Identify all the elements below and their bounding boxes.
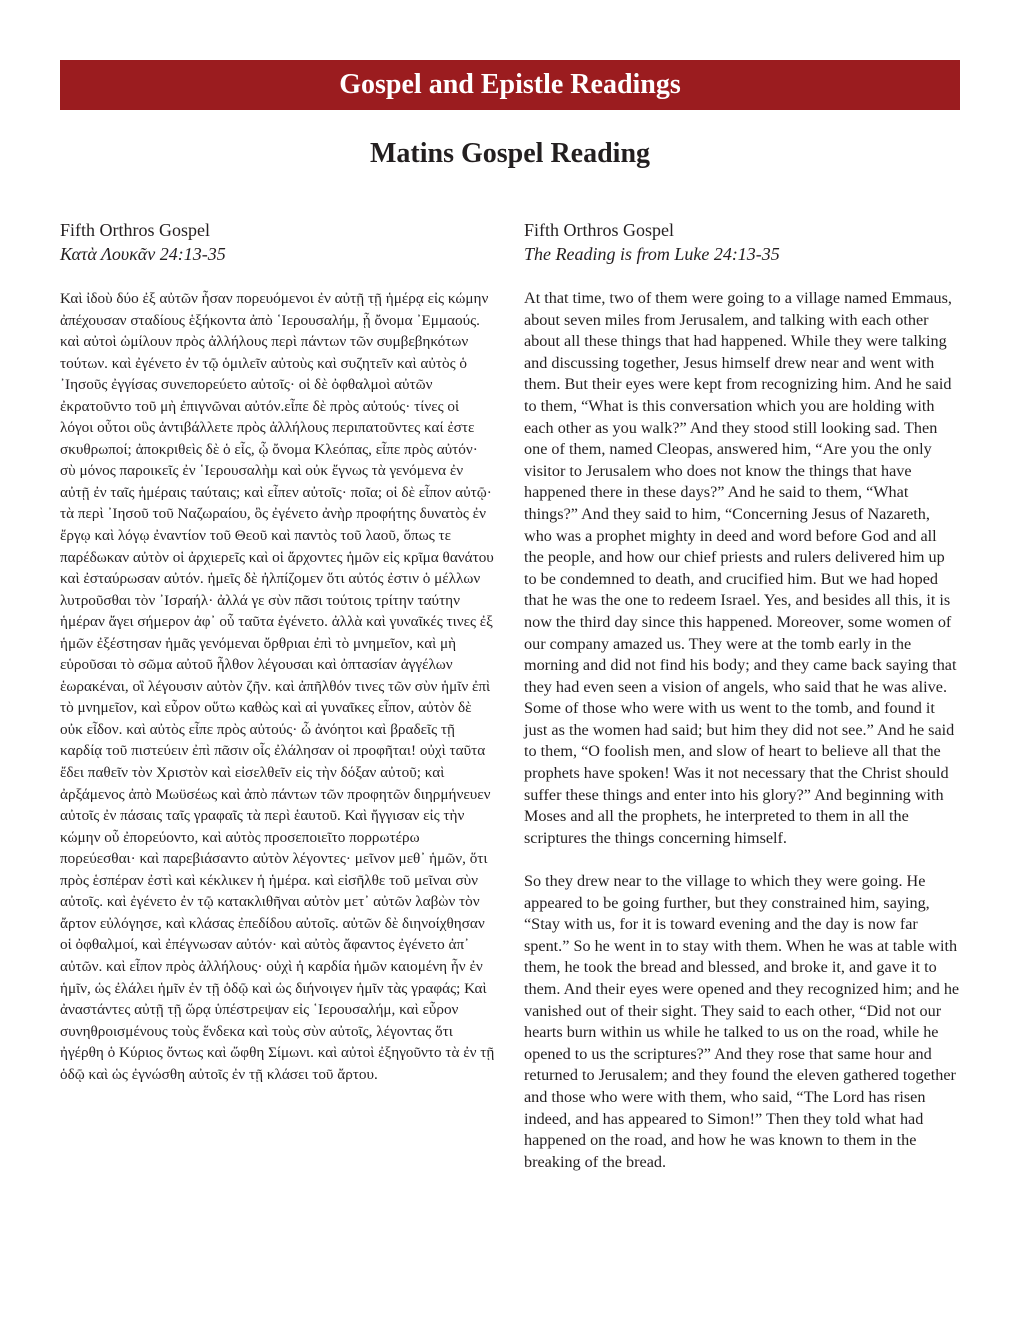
banner-title: Gospel and Epistle Readings	[339, 69, 681, 100]
page-title: Matins Gospel Reading	[369, 138, 651, 169]
english-reading-title: Fifth Orthros Gospel	[524, 220, 674, 240]
english-paragraph-1: At that time, two of them were going to a village named Emmaus, about seven miles from Jerusalem, and talking with each other about all these things that had happened. While they were talking and discussing together, Jesus himself drew near and went with them. But their eyes were kept from recognizing him. And he said to them, “What is this conversation which you are holding with each other as you walk?” And they stood still looking sad. Then one of them, named Cleopas, answered him, “Are you the only visitor to Jerusalem who does not know the things that have happened there in these days?” And he said to them, “What things?” And they said to him, “Concerning Jesus of Nazareth, who was a prophet mighty in deed and word before God and all the people, and how our chief priests and rulers delivered him up to be condemned to death, and crucified him. But we had hoped that he was the one to redeem Israel. Yes, and besides all this, it is now the third day since this happened. Moreover, some women of our company amazed us. They were at the tomb early in the morning and did not find his body; and they came back saying that they had even seen a vision of angels, who said that he was alive. Some of those who were with us went to the tomb, and found it just as the women had said; but him they did not see.” And he said to them, “O foolish men, and slow of heart to believe all that the prophets have spoken! Was it not necessary that the Christ should suffer these things and enter into his glory?” And beginning with Moses and all the prophets, he interpreted to them in all the scriptures the things concerning himself.	[524, 289, 957, 847]
greek-reading-text	[60, 288, 496, 1085]
greek-paragraph: Καὶ ἰδοὺ δύο ἐξ αὐτῶν ἦσαν πορευόμενοι ἐν αὐτῇ τῇ ἡμέρᾳ εἰς κώμην ἀπέχουσαν σταδίους ἑξήκοντα ἀπὸ ῾Ιερουσαλήμ, ᾗ ὄνομα ᾿Εμμαούς. καὶ αὐτοὶ ὡμίλουν πρὸς ἀλλήλους περὶ πάντων τῶν συμβεβηκότων τούτων. καὶ ἐγένετο ἐν τῷ ὁμιλεῖν αὐτοὺς καὶ συζητεῖν καὶ αὐτὸς ὁ ᾿Ιησοῦς ἐγγίσας συνεπορεύετο αὐτοῖς· οἱ δὲ ὀφθαλμοὶ αὐτῶν ἐκρατοῦντο τοῦ μὴ ἐπιγνῶναι αὐτόν.εἶπε δὲ πρὸς αὐτούς· τίνες οἱ λόγοι οὗτοι οὓς ἀντιβάλλετε πρὸς ἀλλήλους περιπατοῦντες καί ἐστε σκυθρωποί; ἀποκριθεὶς δὲ ὁ εἷς, ᾧ ὄνομα Κλεόπας, εἶπε πρὸς αὐτόν· σὺ μόνος παροικεῖς ἐν ῾Ιερουσαλὴμ καὶ οὐκ ἔγνως τὰ γενόμενα ἐν αὐτῇ ἐν ταῖς ἡμέραις ταύταις; καὶ εἶπεν αὐτοῖς· ποῖα; οἱ δὲ εἶπον αὐτῷ· τὰ περὶ ᾿Ιησοῦ τοῦ Ναζωραίου, ὃς ἐγένετο ἀνὴρ προφήτης δυνατὸς ἐν ἔργῳ καὶ λόγῳ ἐναντίον τοῦ Θεοῦ καὶ παντὸς τοῦ λαοῦ, ὅπως τε παρέδωκαν αὐτὸν οἱ ἀρχιερεῖς καὶ οἱ ἄρχοντες ἡμῶν εἰς κρῖμα θανάτου καὶ ἐσταύρωσαν αὐτόν. ἡμεῖς δὲ ἠλπίζομεν ὅτι αὐτός ἐστιν ὁ μέλλων λυτροῦσθαι τὸν ᾿Ισραήλ· ἀλλά γε σὺν πᾶσι τούτοις τρίτην ταύτην ἡμέραν ἄγει σήμερον ἀφ᾿ οὗ ταῦτα ἐγένετο. ἀλλὰ καὶ γυναῖκές τινες ἐξ ἡμῶν ἐξέστησαν ἡμᾶς γενόμεναι ὄρθριαι ἐπὶ τὸ μνημεῖον, καὶ μὴ εὑροῦσαι τὸ σῶμα αὐτοῦ ἦλθον λέγουσαι καὶ ὀπτασίαν ἀγγέλων ἑωρακέναι, οἳ λέγουσιν αὐτὸν ζῆν. καὶ ἀπῆλθόν τινες τῶν σὺν ἡμῖν ἐπὶ τὸ μνημεῖον, καὶ εὗρον οὕτω καθὼς καὶ αἱ γυναῖκες εἶπον, αὐτὸν δὲ οὐκ εἶδον. καὶ αὐτὸς εἶπε πρὸς αὐτούς· ὦ ἀνόητοι καὶ βραδεῖς τῇ καρδίᾳ τοῦ πιστεύειν ἐπὶ πᾶσιν οἷς ἐλάλησαν οἱ προφῆται! οὐχὶ ταῦτα ἔδει παθεῖν τὸν Χριστὸν καὶ εἰσελθεῖν εἰς τὴν δόξαν αὐτοῦ; καὶ ἀρξάμενος ἀπὸ Μωϋσέως καὶ ἀπὸ πάντων τῶν προφητῶν διηρμήνευεν αὐτοῖς ἐν πάσαις ταῖς γραφαῖς τὰ περὶ ἑαυτοῦ. Καὶ ἤγγισαν εἰς τὴν κώμην οὗ ἐπορεύοντο, καὶ αὐτὸς προσεποιεῖτο πορρωτέρω πορεύεσθαι· καὶ παρεβιάσαντο αὐτὸν λέγοντες· μεῖνον μεθ᾿ ἡμῶν, ὅτι πρὸς ἑσπέραν ἐστὶ καὶ κέκλικεν ἡ ἡμέρα. καὶ εἰσῆλθε τοῦ μεῖναι σὺν αὐτοῖς. καὶ ἐγένετο ἐν τῷ κατακλιθῆναι αὐτὸν μετ᾿ αὐτῶν λαβὼν τὸν ἄρτον εὐλόγησε, καὶ κλάσας ἐπεδίδου αὐτοῖς. αὐτῶν δὲ διηνοίχθησαν οἱ ὀφθαλμοί, καὶ ἐπέγνωσαν αὐτόν· καὶ αὐτὸς ἄφαντος ἐγένετο ἀπ᾿ αὐτῶν. καὶ εἶπον πρὸς ἀλλήλους· οὐχὶ ἡ καρδία ἡμῶν καιομένη ἦν ἐν ἡμῖν, ὡς ἐλάλει ἡμῖν ἐν τῇ ὁδῷ καὶ ὡς διήνοιγεν ἡμῖν τὰς γραφάς; Καὶ ἀναστάντες αὐτῇ τῇ ὥρᾳ ὑπέστρεψαν εἰς ῾Ιερουσαλήμ, καὶ εὗρον συνηθροισμένους τοὺς ἕνδεκα καὶ τοὺς σὺν αὐτοῖς, λέγοντας ὅτι ἠγέρθη ὁ Κύριος ὄντως καὶ ὤφθη Σίμωνι. καὶ αὐτοὶ ἐξηγοῦντο τὰ ἐν τῇ ὁδῷ καὶ ὡς ἐγνώσθη αὐτοῖς ἐν τῇ κλάσει τοῦ ἄρτου.	[60, 290, 495, 1083]
english-reading-text	[524, 288, 960, 1173]
english-column	[524, 218, 960, 1195]
greek-column	[60, 218, 496, 1107]
english-paragraph-2: So they drew near to the village to which they were going. He appeared to be going further, but they constrained him, saying, “Stay with us, for it is toward evening and the day is now far spent.” So he went in to stay with them. When he was at table with them, he took the bread and blessed, and broke it, and gave it to them. And their eyes were opened and they recognized him; and he vanished out of their sight. They said to each other, “Did not our hearts burn within us while he talked to us on the road, while he opened to us the scriptures?” And they rose that same hour and returned to Jerusalem; and they found the eleven gathered together and those who were with them, who said, “The Lord has risen indeed, and has appeared to Simon!” Then they told what had happened on the road, and how he was known to them in the breaking of the bread.	[524, 872, 960, 1171]
section-banner	[60, 60, 960, 110]
greek-reading-title: Fifth Orthros Gospel	[60, 220, 210, 240]
english-reading-reference: The Reading is from Luke 24:13-35	[524, 244, 780, 264]
greek-reading-reference: Κατὰ Λουκᾶν 24:13-35	[60, 244, 226, 264]
